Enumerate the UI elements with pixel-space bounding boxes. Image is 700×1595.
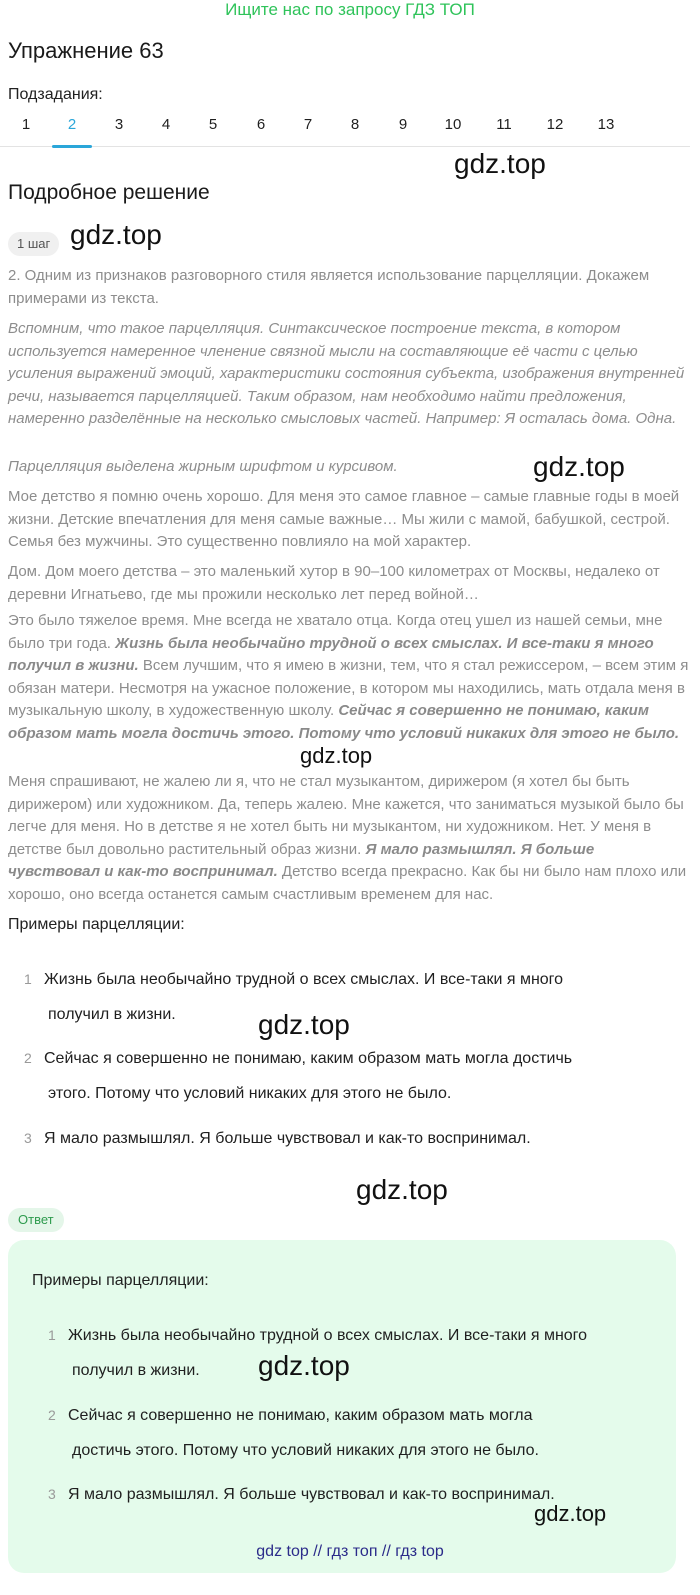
list-number: 3	[24, 1130, 32, 1146]
list-text: Жизнь была необычайно трудной о всех смыслах. И все-таки я много	[68, 1327, 588, 1344]
watermark: gdz.top	[356, 1174, 448, 1205]
list-number: 2	[24, 1050, 32, 1066]
tab-12[interactable]: 12	[546, 116, 564, 133]
watermark: gdz.top	[70, 219, 162, 250]
watermark: gdz.top	[533, 451, 625, 482]
subtask-tabs	[0, 112, 690, 147]
tab-4[interactable]: 4	[161, 116, 171, 133]
tab-2[interactable]: 2	[52, 116, 92, 146]
examples-title: Примеры парцелляции:	[8, 916, 185, 933]
watermark: gdz.top	[258, 1009, 350, 1040]
list-text: Сейчас я совершенно не понимаю, каким образом мать могла достичь	[44, 1050, 573, 1067]
answer-box	[8, 1240, 676, 1573]
tab-7[interactable]: 7	[303, 116, 313, 133]
definition-paragraph: Вспомним, что такое парцелляция. Синтаксическое построение текста, в котором используется намеренное членение связной мысли на составляющие её части с целью усиления выражений эмоций, характеристики состояния субъекта, изображения внутренней речи, называется парцелляцией. Таким образом, нам необходимо найти предложения, намеренно разделённые на несколько смысловых частей. Например: Я осталась дома. Одна.	[8, 320, 685, 427]
tab-13[interactable]: 13	[597, 116, 615, 133]
solution-title: Подробное решение	[8, 181, 210, 204]
watermark: gdz.top	[300, 743, 373, 768]
list-text: Жизнь была необычайно трудной о всех смыслах. И все-таки я много	[44, 971, 564, 988]
text-paragraph-4: Меня спрашивают, не жалею ли я, что не стал музыкантом, дирижером (я хотел бы быть дирижером) или художником. Да, теперь жалею. Мне кажется, что заниматься музыкой было бы легче для меня. Но в детстве я не хотел быть ни музыкантом, ни художником. Нет. У меня в детстве был довольно растительный образ жизни. Я мало размышлял. Я больше чувствовал и как-то воспринимал. Детство всегда прекрасно. Как бы ни было нам плохо или хорошо, оно всегда останется самым счастливым временем для нас.	[8, 773, 687, 903]
list-text: Я мало размышлял. Я больше чувствовал и как-то воспринимал.	[68, 1486, 555, 1503]
page-title: Упражнение 63	[8, 38, 164, 63]
list-text: Я мало размышлял. Я больше чувствовал и как-то воспринимал.	[44, 1130, 531, 1147]
list-number: 3	[48, 1486, 56, 1502]
watermark: gdz.top	[258, 1350, 350, 1381]
tab-9[interactable]: 9	[398, 116, 408, 133]
intro-paragraph: 2. Одним из признаков разговорного стиля является использование парцелляции. Докажем примерами из текста.	[8, 267, 650, 307]
tab-10[interactable]: 10	[444, 116, 462, 133]
top-link[interactable]: Ищите нас по запросу ГДЗ ТОП	[225, 0, 475, 19]
note-paragraph: Парцелляция выделена жирным шрифтом и курсивом.	[8, 458, 398, 475]
text-paragraph-3: Это было тяжелое время. Мне всегда не хватало отца. Когда отец ушел из нашей семьи, мне было три года. Жизнь была необычайно трудной о всех смыслах. И все-таки я много получил в жизни. Всем лучшим, что я имею в жизни, тем, что я стал режиссером, – всем этим я обязан матери. Несмотря на ужасное положение, в котором мы находились, мать отдала меня в музыкальную школу, в художественную школу. Сейчас я совершенно не понимаю, каким образом мать могла достичь этого. Потому что условий никаких для этого не было.	[8, 612, 689, 742]
watermark: gdz.top	[454, 148, 546, 179]
list-text: Сейчас я совершенно не понимаю, каким образом мать могла	[68, 1407, 533, 1424]
text-paragraph-2: Дом. Дом моего детства – это маленький хутор в 90–100 километрах от Москвы, недалеко от деревни Игнатьево, где мы прожили несколько лет перед войной…	[8, 563, 660, 603]
tab-11[interactable]: 11	[496, 116, 512, 133]
list-number: 1	[24, 971, 32, 987]
list-text: получил в жизни.	[48, 1006, 176, 1023]
list-number: 1	[48, 1327, 56, 1343]
tab-3[interactable]: 3	[114, 116, 124, 133]
tab-8[interactable]: 8	[350, 116, 360, 133]
answer-title: Примеры парцелляции:	[32, 1272, 209, 1289]
list-text: этого. Потому что условий никаких для этого не было.	[48, 1085, 452, 1102]
answer-badge: Ответ	[8, 1208, 64, 1232]
list-text: получил в жизни.	[72, 1362, 200, 1379]
watermark: gdz.top	[534, 1501, 607, 1526]
list-text: достичь этого. Потому что условий никаких для этого не было.	[72, 1442, 539, 1459]
text-paragraph-1: Мое детство я помню очень хорошо. Для меня это самое главное – самые главные годы в моей жизни. Детские впечатления для меня самые важные… Мы жили с мамой, бабушкой, сестрой. Семья без мужчины. Это существенно повлияло на мой характер.	[8, 488, 680, 550]
step-badge: 1 шаг	[8, 232, 59, 256]
list-number: 2	[48, 1407, 56, 1423]
tab-5[interactable]: 5	[208, 116, 218, 133]
tab-6[interactable]: 6	[256, 116, 266, 133]
footer-links[interactable]: gdz top // гдз топ // гдз top	[256, 1543, 444, 1560]
tab-1[interactable]: 1	[21, 116, 31, 133]
subtasks-label: Подзадания:	[8, 86, 103, 103]
